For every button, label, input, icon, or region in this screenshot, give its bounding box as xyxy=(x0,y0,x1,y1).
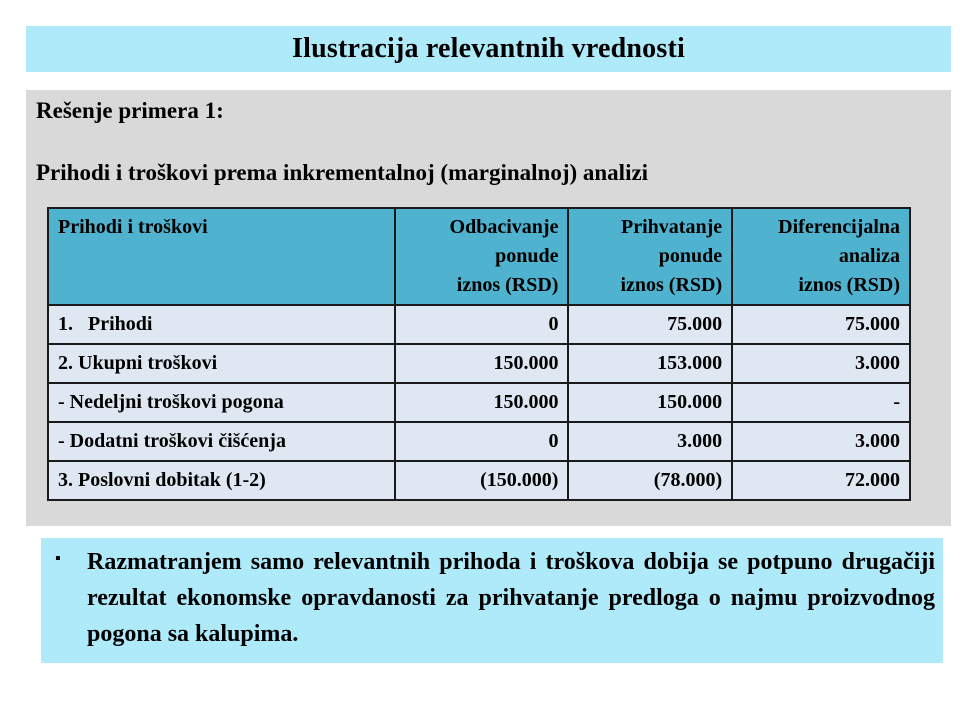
title-bar xyxy=(26,26,951,72)
row-label: 1. Prihodi xyxy=(48,305,395,344)
row-label: 2. Ukupni troškovi xyxy=(48,344,395,383)
differential-value: 3.000 xyxy=(732,344,910,383)
table-row xyxy=(48,383,910,422)
table-row xyxy=(48,422,910,461)
accept-value: 75.000 xyxy=(568,305,732,344)
differential-value: 75.000 xyxy=(732,305,910,344)
content-panel xyxy=(26,90,951,526)
table-row xyxy=(48,344,910,383)
row-label: 3. Poslovni dobitak (1-2) xyxy=(48,461,395,500)
table-header-row xyxy=(48,208,910,305)
accept-value: (78.000) xyxy=(568,461,732,500)
header-cell-reject: Odbacivanje ponude iznos (RSD) xyxy=(395,208,568,305)
conclusion-box xyxy=(41,538,943,663)
row-label: - Dodatni troškovi čišćenja xyxy=(48,422,395,461)
reject-value: 150.000 xyxy=(395,383,568,422)
reject-value: 0 xyxy=(395,305,568,344)
conclusion-text: Razmatranjem samo relevantnih prihoda i troškova dobija se potpuno drugačiji rezultat ekonomske opravdanosti za prihvatanje predloga o najmu proizvodnog pogona sa kalupima. xyxy=(87,549,935,647)
reject-value: 0 xyxy=(395,422,568,461)
row-label: - Nedeljni troškovi pogona xyxy=(48,383,395,422)
reject-value: 150.000 xyxy=(395,344,568,383)
accept-value: 153.000 xyxy=(568,344,732,383)
reject-value: (150.000) xyxy=(395,461,568,500)
header-cell-category: Prihodi i troškovi xyxy=(48,208,395,305)
header-cell-accept: Prihvatanje ponude iznos (RSD) xyxy=(568,208,732,305)
solution-heading: Rešenje primera 1: xyxy=(36,98,224,123)
differential-value: - xyxy=(732,383,910,422)
analysis-heading: Prihodi i troškovi prema inkrementalnoj (marginalnoj) analizi xyxy=(36,160,649,185)
table-row xyxy=(48,305,910,344)
table-row xyxy=(48,461,910,500)
accept-value: 150.000 xyxy=(568,383,732,422)
header-cell-differential: Diferencijalna analiza iznos (RSD) xyxy=(732,208,910,305)
incremental-analysis-table xyxy=(47,207,911,501)
differential-value: 3.000 xyxy=(732,422,910,461)
slide-title: Ilustracija relevantnih vrednosti xyxy=(292,33,685,64)
differential-value: 72.000 xyxy=(732,461,910,500)
accept-value: 3.000 xyxy=(568,422,732,461)
square-bullet-icon: ▪ xyxy=(55,550,61,567)
